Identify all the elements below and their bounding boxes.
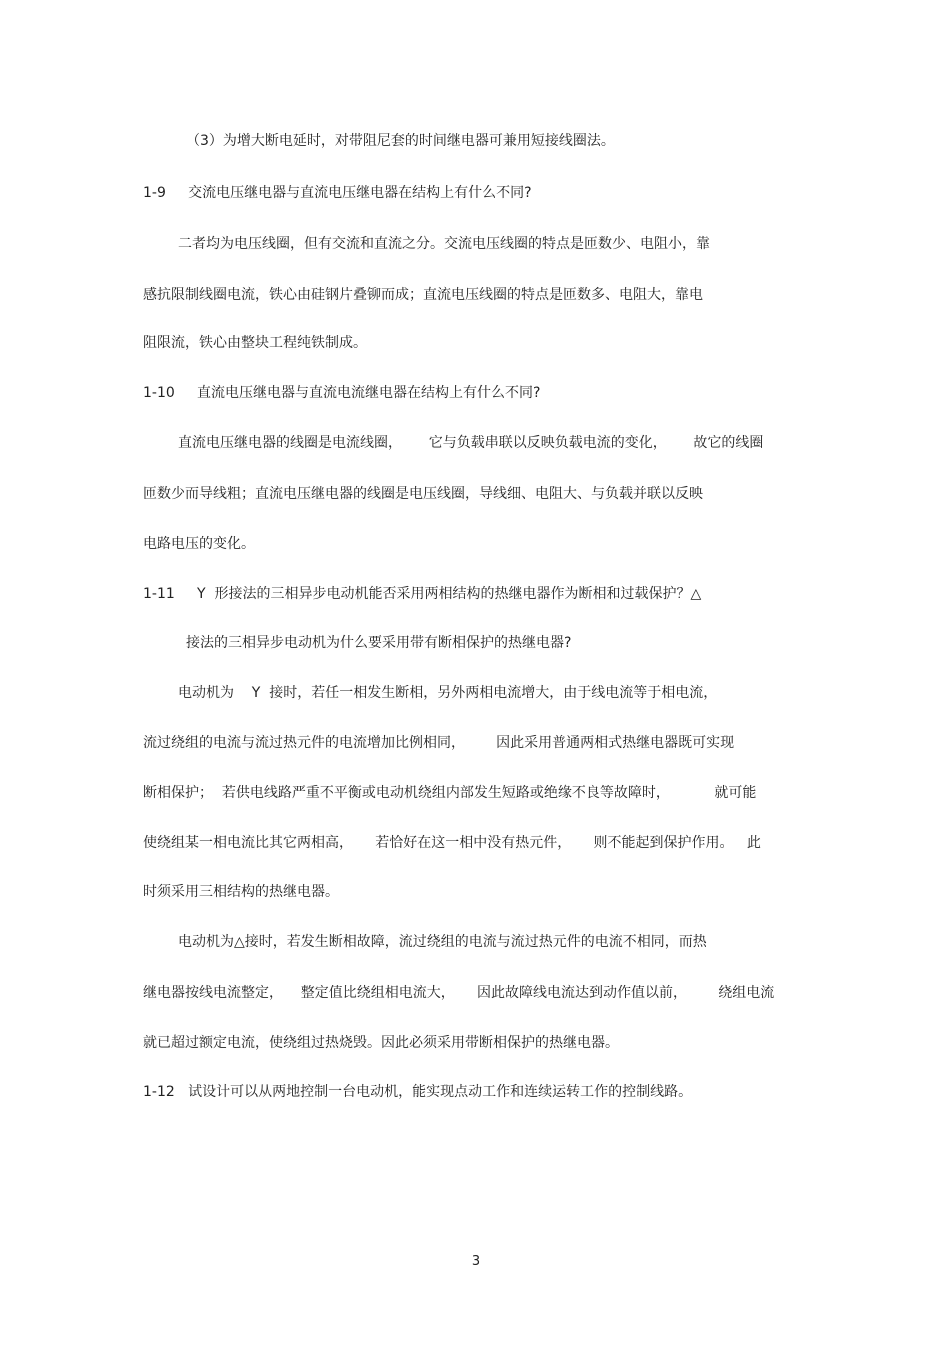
- text-line: 使绕组某一相电流比其它两相高， 若恰好在这一相中没有热元件， 则不能起到保护作用。 此: [143, 835, 761, 851]
- text-line: 流过绕组的电流与流过热元件的电流增加比例相同， 因此采用普通两相式热继电器既可实现: [143, 735, 735, 751]
- text-line: 匝数少而导线粗；直流电压继电器的线圈是电压线圈，导线细、电阻大、与负载并联以反映: [143, 486, 703, 502]
- text-line: 电动机为△接时，若发生断相故障，流过绕组的电流与流过热元件的电流不相同，而热: [178, 934, 707, 950]
- text-line: 接法的三相异步电动机为什么要采用带有断相保护的热继电器?: [186, 635, 572, 651]
- text-line: 电动机为 Y 接时，若任一相发生断相，另外两相电流增大，由于线电流等于相电流，: [178, 685, 718, 701]
- question-heading: 1-9 交流电压继电器与直流电压继电器在结构上有什么不同?: [143, 185, 532, 201]
- text-line: 感抗限制线圈电流，铁心由硅钢片叠铆而成；直流电压线圈的特点是匝数多、电阻大，靠电: [143, 287, 703, 303]
- question-heading: 1-12 试设计可以从两地控制一台电动机，能实现点动工作和连续运转工作的控制线路。: [143, 1084, 693, 1100]
- question-heading: 1-11 Y 形接法的三相异步电动机能否采用两相结构的热继电器作为断相和过载保护？△: [143, 586, 702, 602]
- text-line: 就已超过额定电流，使绕组过热烧毁。因此必须采用带断相保护的热继电器。: [143, 1035, 619, 1051]
- text-line: （3）为增大断电延时，对带阻尼套的时间继电器可兼用短接线圈法。: [186, 133, 615, 149]
- text-line: 时须采用三相结构的热继电器。: [143, 884, 339, 900]
- question-heading: 1-10 直流电压继电器与直流电流继电器在结构上有什么不同?: [143, 385, 541, 401]
- text-line: 继电器按线电流整定， 整定值比绕组相电流大， 因此故障线电流达到动作值以前， 绕组电流: [143, 985, 775, 1001]
- text-line: 断相保护； 若供电线路严重不平衡或电动机绕组内部发生短路或绝缘不良等故障时， 就可能: [143, 785, 757, 801]
- text-line: 电路电压的变化。: [143, 536, 255, 552]
- text-line: 二者均为电压线圈，但有交流和直流之分。交流电压线圈的特点是匝数少、电阻小，靠: [178, 236, 710, 252]
- text-line: 直流电压继电器的线圈是电流线圈， 它与负载串联以反映负载电流的变化， 故它的线圈: [178, 435, 764, 451]
- page-number: 3: [471, 1254, 481, 1269]
- text-line: 阻限流，铁心由整块工程纯铁制成。: [143, 335, 367, 351]
